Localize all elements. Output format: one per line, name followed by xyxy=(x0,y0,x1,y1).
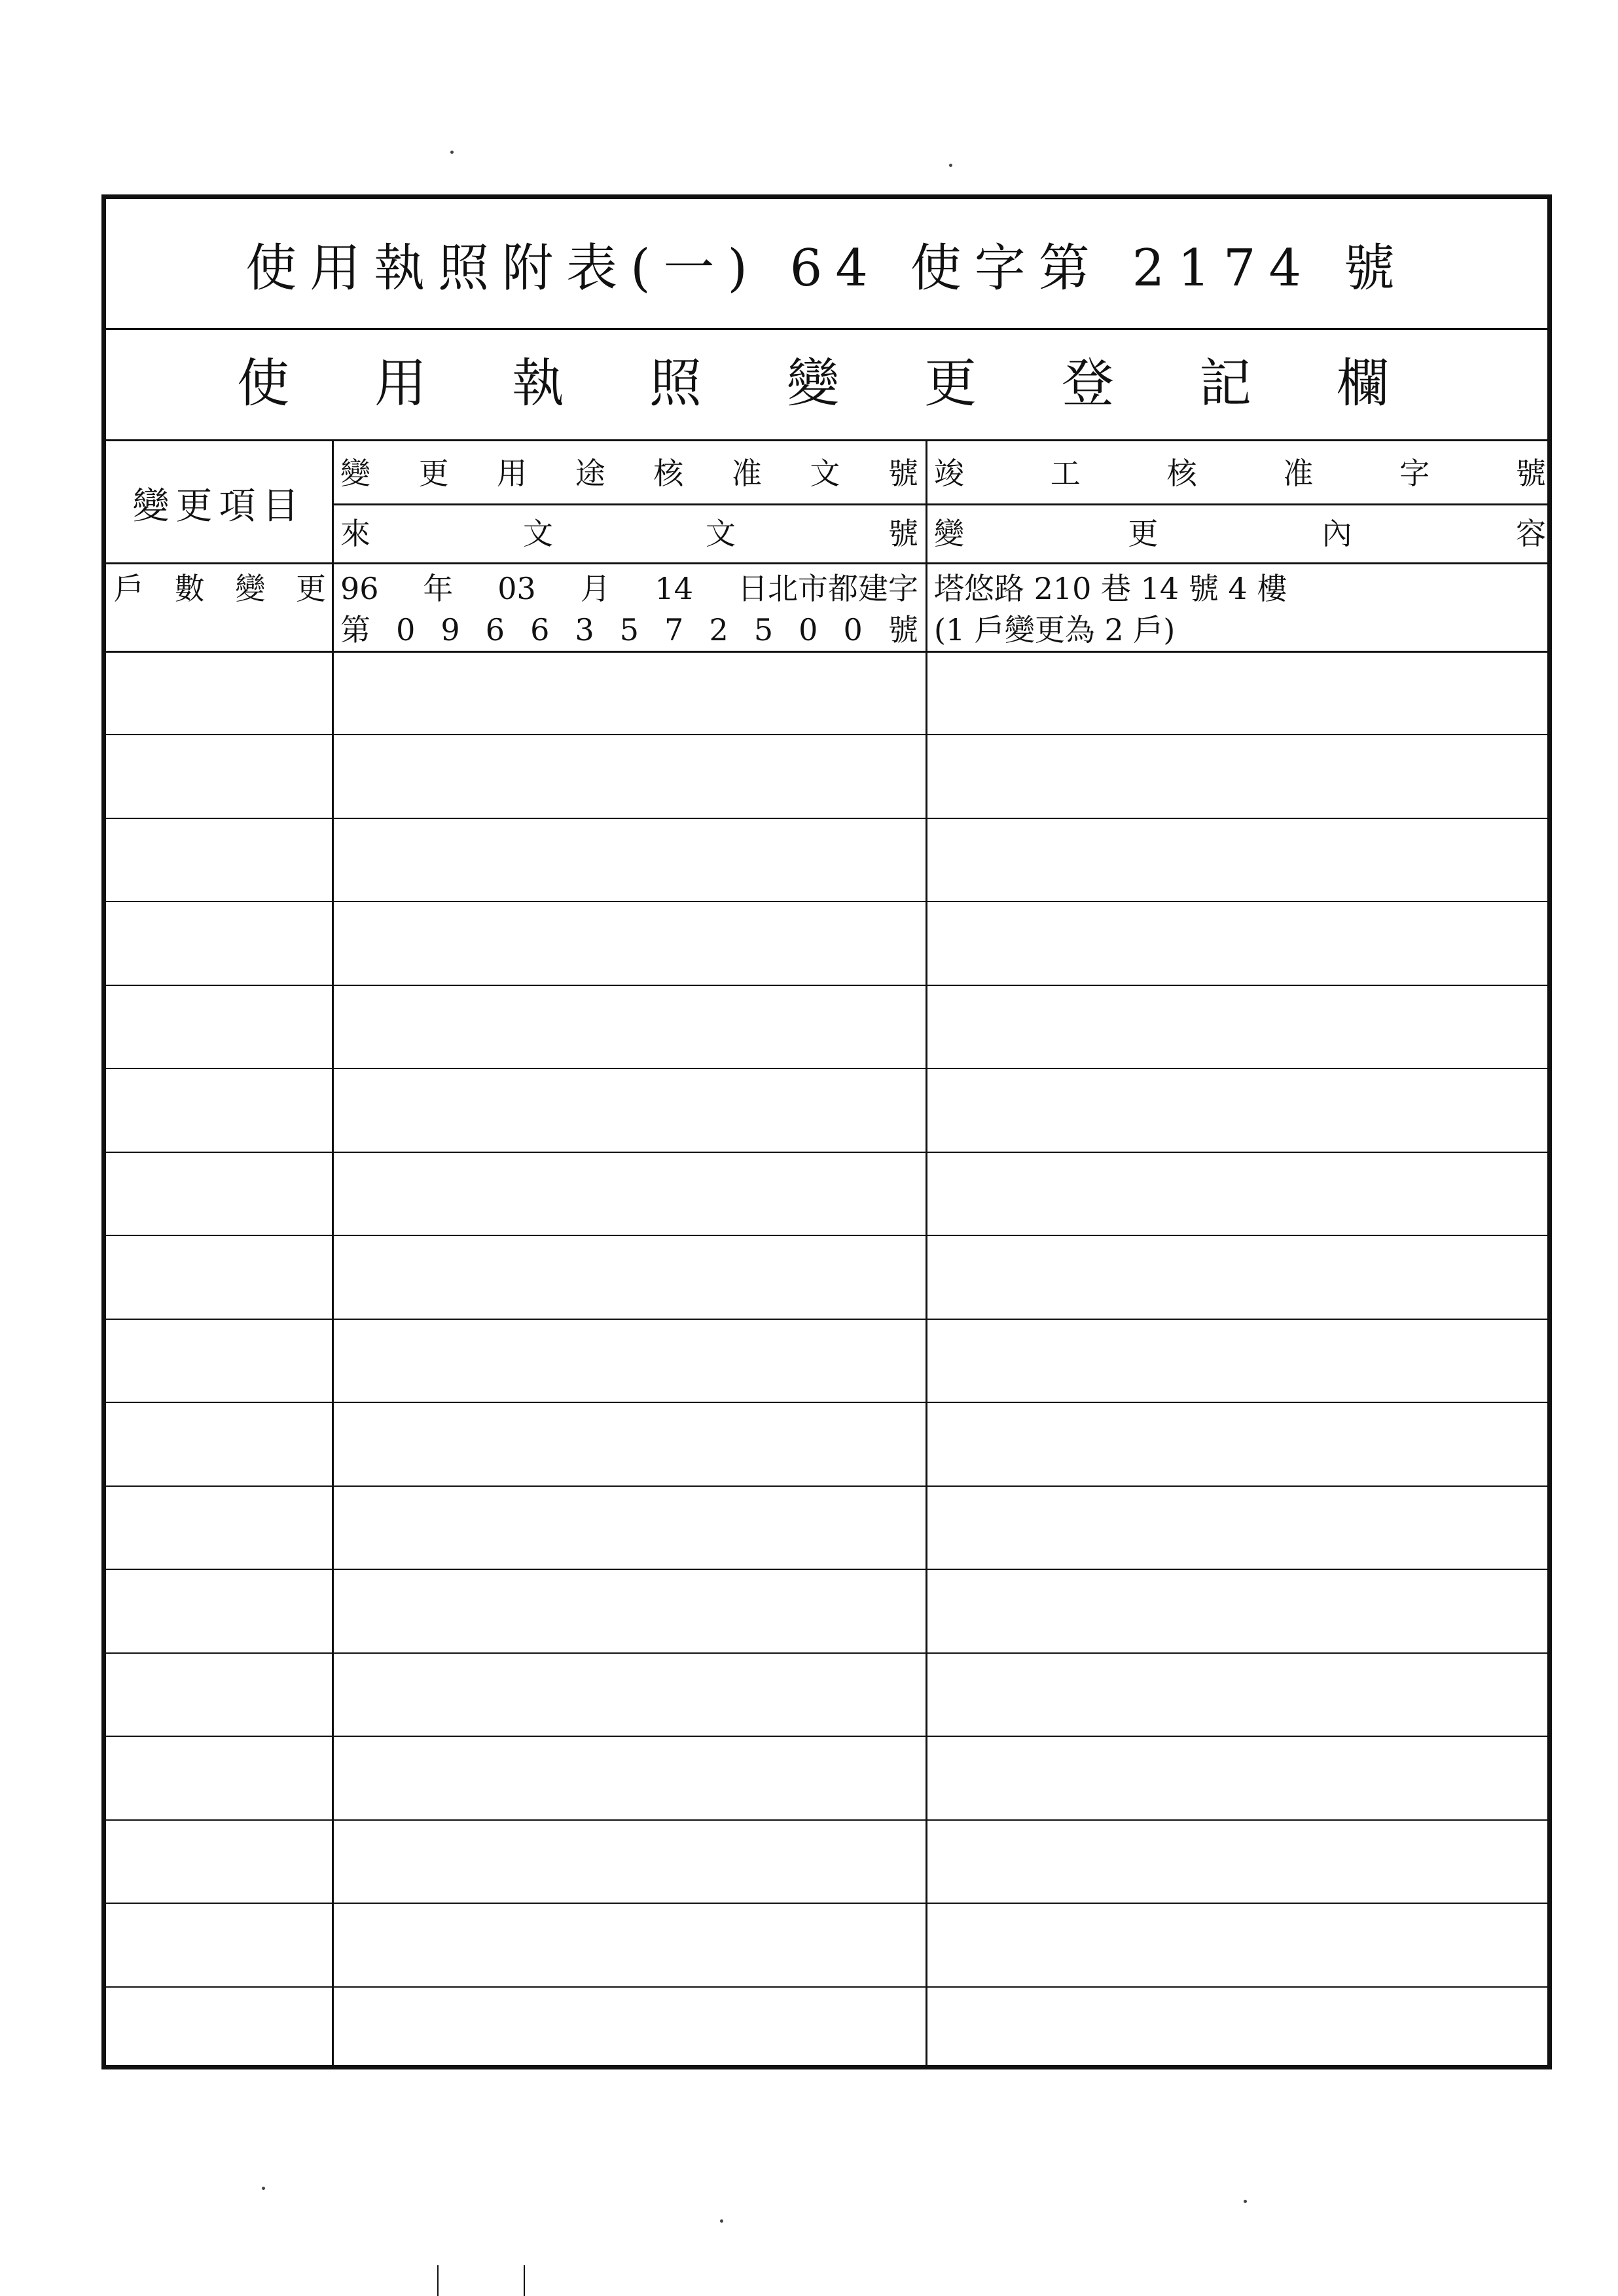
row-divider xyxy=(106,1736,1552,1737)
entry-char: 戶 xyxy=(114,571,144,606)
entry-content-line2: (1 戶變更為 2 戶) xyxy=(934,612,1176,647)
subtitle-char: 欄 xyxy=(1337,353,1389,414)
entry-approval-line2 xyxy=(336,610,922,649)
entry-char: 號 xyxy=(888,612,918,647)
header-change-item: 變更項目 xyxy=(132,485,306,528)
entry-char: 0 xyxy=(396,612,416,647)
header-char: 更 xyxy=(418,456,449,491)
header-char: 文 xyxy=(523,516,553,551)
registration-table xyxy=(101,194,1552,2069)
scan-speck xyxy=(262,2187,265,2190)
entry-char: 第 xyxy=(340,612,370,647)
header-char: 號 xyxy=(1515,456,1546,491)
row-divider xyxy=(106,985,1552,986)
header-char: 核 xyxy=(1166,456,1197,491)
header-source-no xyxy=(336,507,922,560)
header-char: 號 xyxy=(888,456,918,491)
subtitle-char: 登 xyxy=(1062,353,1114,414)
scan-mark xyxy=(437,2265,439,2296)
entry-char: 5 xyxy=(619,612,639,647)
subtitle-char: 照 xyxy=(649,353,702,414)
column-divider xyxy=(926,441,927,2069)
header-char: 准 xyxy=(1283,456,1314,491)
entry-char: 2 xyxy=(709,612,728,647)
subtitle-char: 用 xyxy=(374,353,427,414)
subtitle-row xyxy=(106,330,1547,441)
row-divider xyxy=(106,1319,1552,1320)
subtitle-char: 變 xyxy=(787,353,839,414)
entry-char: 6 xyxy=(485,612,505,647)
header-divider xyxy=(334,503,1552,505)
header-char: 途 xyxy=(575,456,605,491)
entry-char: 0 xyxy=(799,612,818,647)
entry-char: 數 xyxy=(174,571,205,606)
entry-char: 9 xyxy=(440,612,460,647)
header-char: 容 xyxy=(1515,516,1546,551)
entry-char: 7 xyxy=(664,612,684,647)
entry-content-line1: 塔悠路 210 巷 14 號 4 樓 xyxy=(934,571,1287,606)
entry-char: 3 xyxy=(575,612,594,647)
row-divider xyxy=(106,1485,1552,1487)
row-divider xyxy=(106,1819,1552,1821)
entry-char: 月 xyxy=(580,571,611,606)
row-divider xyxy=(106,818,1552,819)
subtitle-char: 記 xyxy=(1199,353,1251,414)
entry-approval-line1 xyxy=(336,569,922,608)
entry-char: 年 xyxy=(423,571,454,606)
entry-change-item xyxy=(110,569,330,608)
entry-char: 14 xyxy=(655,571,694,606)
entry-char: 5 xyxy=(753,612,774,647)
header-char: 文 xyxy=(706,516,736,551)
row-divider xyxy=(106,1569,1552,1570)
header-char: 工 xyxy=(1050,456,1081,491)
header-char: 字 xyxy=(1399,456,1430,491)
header-char: 准 xyxy=(731,456,762,491)
header-char: 變 xyxy=(340,456,370,491)
header-char: 核 xyxy=(653,456,684,491)
row-divider xyxy=(106,1903,1552,1904)
header-char: 竣 xyxy=(934,456,964,491)
title-row xyxy=(106,199,1547,330)
row-divider xyxy=(106,734,1552,735)
header-change-content xyxy=(930,507,1550,560)
scan-speck xyxy=(720,2219,723,2223)
row-divider xyxy=(106,1152,1552,1153)
header-char: 文 xyxy=(810,456,840,491)
header-char: 用 xyxy=(497,456,528,491)
row-divider xyxy=(106,1402,1552,1403)
header-char: 來 xyxy=(340,516,370,551)
entry-char: 0 xyxy=(843,612,863,647)
header-char: 變 xyxy=(934,516,964,551)
entry-char: 更 xyxy=(295,571,326,606)
row-divider xyxy=(106,1652,1552,1654)
entry-char: 6 xyxy=(530,612,550,647)
header-char: 號 xyxy=(888,516,918,551)
row-divider xyxy=(106,1986,1552,1988)
column-divider xyxy=(332,441,334,2069)
scan-speck xyxy=(1244,2200,1247,2203)
row-divider xyxy=(106,1068,1552,1069)
header-completion-no xyxy=(930,445,1550,502)
subtitle-char: 執 xyxy=(512,353,564,414)
subtitle-char: 更 xyxy=(924,353,977,414)
row-divider xyxy=(106,1235,1552,1236)
row-divider xyxy=(106,901,1552,902)
page-title: 使用執照附表(一) 64 使字第 2174 號 xyxy=(245,238,1408,298)
entry-char: 日北市都建字 xyxy=(737,571,918,606)
scan-speck xyxy=(450,151,454,154)
row-divider xyxy=(106,651,1552,653)
header-char: 內 xyxy=(1321,516,1352,551)
header-char: 更 xyxy=(1128,516,1159,551)
entry-char: 變 xyxy=(235,571,266,606)
scan-speck xyxy=(949,164,952,167)
subtitle-char: 使 xyxy=(237,353,289,414)
entry-char: 96 xyxy=(340,571,379,606)
header-approval-no xyxy=(336,445,922,502)
entry-char: 03 xyxy=(497,571,536,606)
scan-mark xyxy=(524,2265,525,2296)
